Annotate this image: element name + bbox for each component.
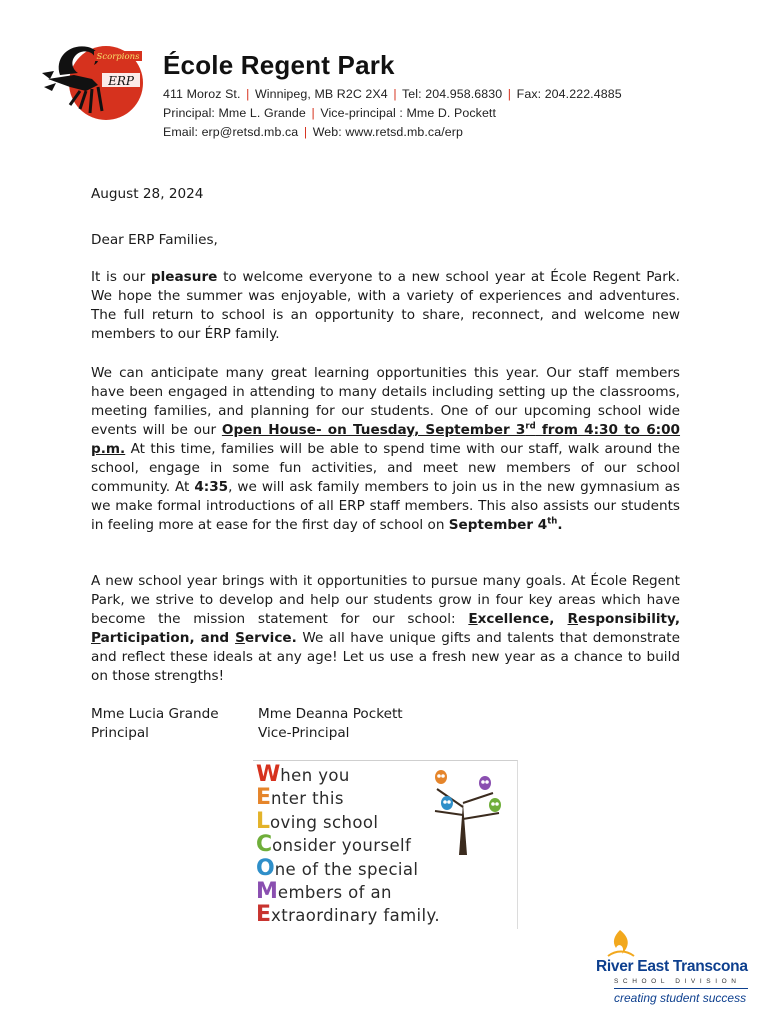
text-run: A new school year brings with it opportunities to pursue many goals. At École Regent Park, we strive to develop and help our students grow in four key areas which have become the mission statement for our school: — [91, 573, 680, 627]
division-name: River East Transcona — [596, 958, 748, 975]
text-run: Open House- on Tuesday, September 3 — [221, 422, 526, 438]
paragraph-mission — [91, 572, 680, 686]
text-run: , and — [189, 630, 236, 646]
telephone: Tel: 204.958.6830 — [402, 87, 503, 101]
scorpion-logo — [40, 35, 158, 121]
signature-name: Mme Deanna Pockett — [258, 706, 403, 722]
fax: Fax: 204.222.4885 — [516, 87, 622, 101]
poster-line — [256, 809, 378, 834]
signature-role: Vice-Principal — [258, 725, 350, 741]
welcome-poster — [253, 760, 518, 929]
logo-text-bottom: ERP — [108, 74, 134, 88]
text-run: , we will ask family members to join us in the new gymnasium as we make formal introductions of all ERP staff members. This also assists our students in feeling more at ease for the first day of school on — [91, 479, 681, 533]
river-east-transcona-logo — [590, 928, 760, 1012]
poster-initial: C — [256, 832, 273, 858]
city: Winnipeg, MB R2C 2X4 — [254, 87, 388, 101]
paragraph-open-house — [91, 364, 680, 535]
school-name: École Regent Park — [163, 50, 395, 80]
flame-icon — [600, 928, 640, 958]
division-subtitle: SCHOOL DIVISION — [614, 978, 741, 985]
text-run: to welcome everyone to a new school year at École Regent Park. We hope the summer was enjoyable, with a variety of experiences and adventures. The full return to school is an opportunity to share, reconnect, and welcome new members to our ÉRP family. — [91, 269, 681, 342]
poster-line — [256, 762, 350, 787]
ordinal-suffix: th — [547, 516, 558, 527]
text-run: It is our — [91, 269, 151, 285]
division-tagline: creating student success — [614, 991, 747, 1005]
poster-text: embers of an — [277, 883, 392, 902]
poster-initial: W — [256, 762, 281, 787]
signature-vice-principal — [258, 705, 403, 743]
poster-initial: E — [256, 902, 272, 928]
signature-principal — [91, 705, 219, 743]
principal: Principal: Mme L. Grande — [163, 106, 306, 120]
salutation: Dear ERP Families, — [91, 232, 218, 248]
text-run: , — [549, 611, 568, 627]
introduction-time: 4:35 — [194, 479, 229, 495]
separator: | — [311, 106, 315, 120]
text-run: At this time, families will be able to spend time with our staff, walk around the school, engage in some fun activities, and meet new members of our school community. At — [91, 441, 680, 495]
text-run: September 4 — [448, 517, 548, 533]
text-run: . — [291, 630, 297, 646]
value-word: xcellence — [477, 611, 550, 627]
poster-line — [256, 856, 418, 881]
ordinal-suffix: rd — [525, 421, 536, 432]
value-word: esponsibility — [578, 611, 675, 627]
website: Web: www.retsd.mb.ca/erp — [312, 125, 463, 139]
value-word: ervice — [244, 630, 292, 646]
poster-text: onsider yourself — [272, 836, 412, 856]
vice-principal: Vice-principal : Mme D. Pockett — [320, 106, 497, 120]
text-run: , — [674, 611, 681, 627]
staff-line — [163, 106, 496, 120]
poster-text: xtraordinary family. — [271, 906, 440, 926]
poster-line — [256, 879, 392, 904]
poster-initial: M — [256, 879, 278, 904]
address: 411 Moroz St. — [163, 87, 241, 101]
poster-line — [256, 785, 344, 810]
logo-divider — [614, 988, 748, 989]
email: Email: erp@retsd.mb.ca — [163, 125, 299, 139]
value-initial: E — [468, 611, 478, 627]
poster-initial: O — [256, 855, 275, 881]
logo-text-top: Scorpions — [96, 52, 140, 62]
signature-role: Principal — [91, 725, 149, 741]
text-run-bold: pleasure — [150, 269, 218, 285]
letter-date: August 28, 2024 — [91, 186, 204, 202]
poster-text: ne of the special — [274, 859, 419, 879]
text-run: from 4:30 to 6:00 p.m. — [91, 422, 681, 457]
poster-line — [256, 832, 411, 857]
signature-name: Mme Lucia Grande — [91, 706, 219, 722]
poster-text: hen you — [280, 766, 350, 785]
value-initial: P — [91, 630, 101, 646]
contact-line — [163, 87, 622, 101]
poster-text: nter this — [271, 789, 344, 809]
separator: | — [393, 87, 397, 101]
owl-tree-icon — [423, 763, 515, 855]
separator: | — [246, 87, 250, 101]
poster-text: oving school — [270, 812, 379, 832]
text-run: . — [557, 517, 563, 533]
separator: | — [303, 125, 308, 139]
value-initial: S — [235, 630, 245, 646]
poster-initial: L — [256, 808, 271, 834]
first-day-date — [449, 517, 563, 533]
text-run: We all have unique gifts and talents that demonstrate and reflect these ideals at any age! Let us use a fresh new year as a chance to build on those strengths! — [91, 630, 680, 684]
separator: | — [507, 87, 512, 101]
value-word: articipation — [100, 630, 190, 646]
poster-initial: E — [256, 785, 272, 811]
paragraph-welcome — [91, 268, 680, 344]
value-initial: R — [567, 611, 579, 627]
poster-line — [256, 902, 440, 927]
web-line — [163, 125, 463, 139]
text-run: We can anticipate many great learning opportunities this year. Our staff members have been engaged in attending to many details including setting up the classrooms, meeting families, and planning for our students. One of our upcoming school wide events will be our — [91, 365, 680, 438]
